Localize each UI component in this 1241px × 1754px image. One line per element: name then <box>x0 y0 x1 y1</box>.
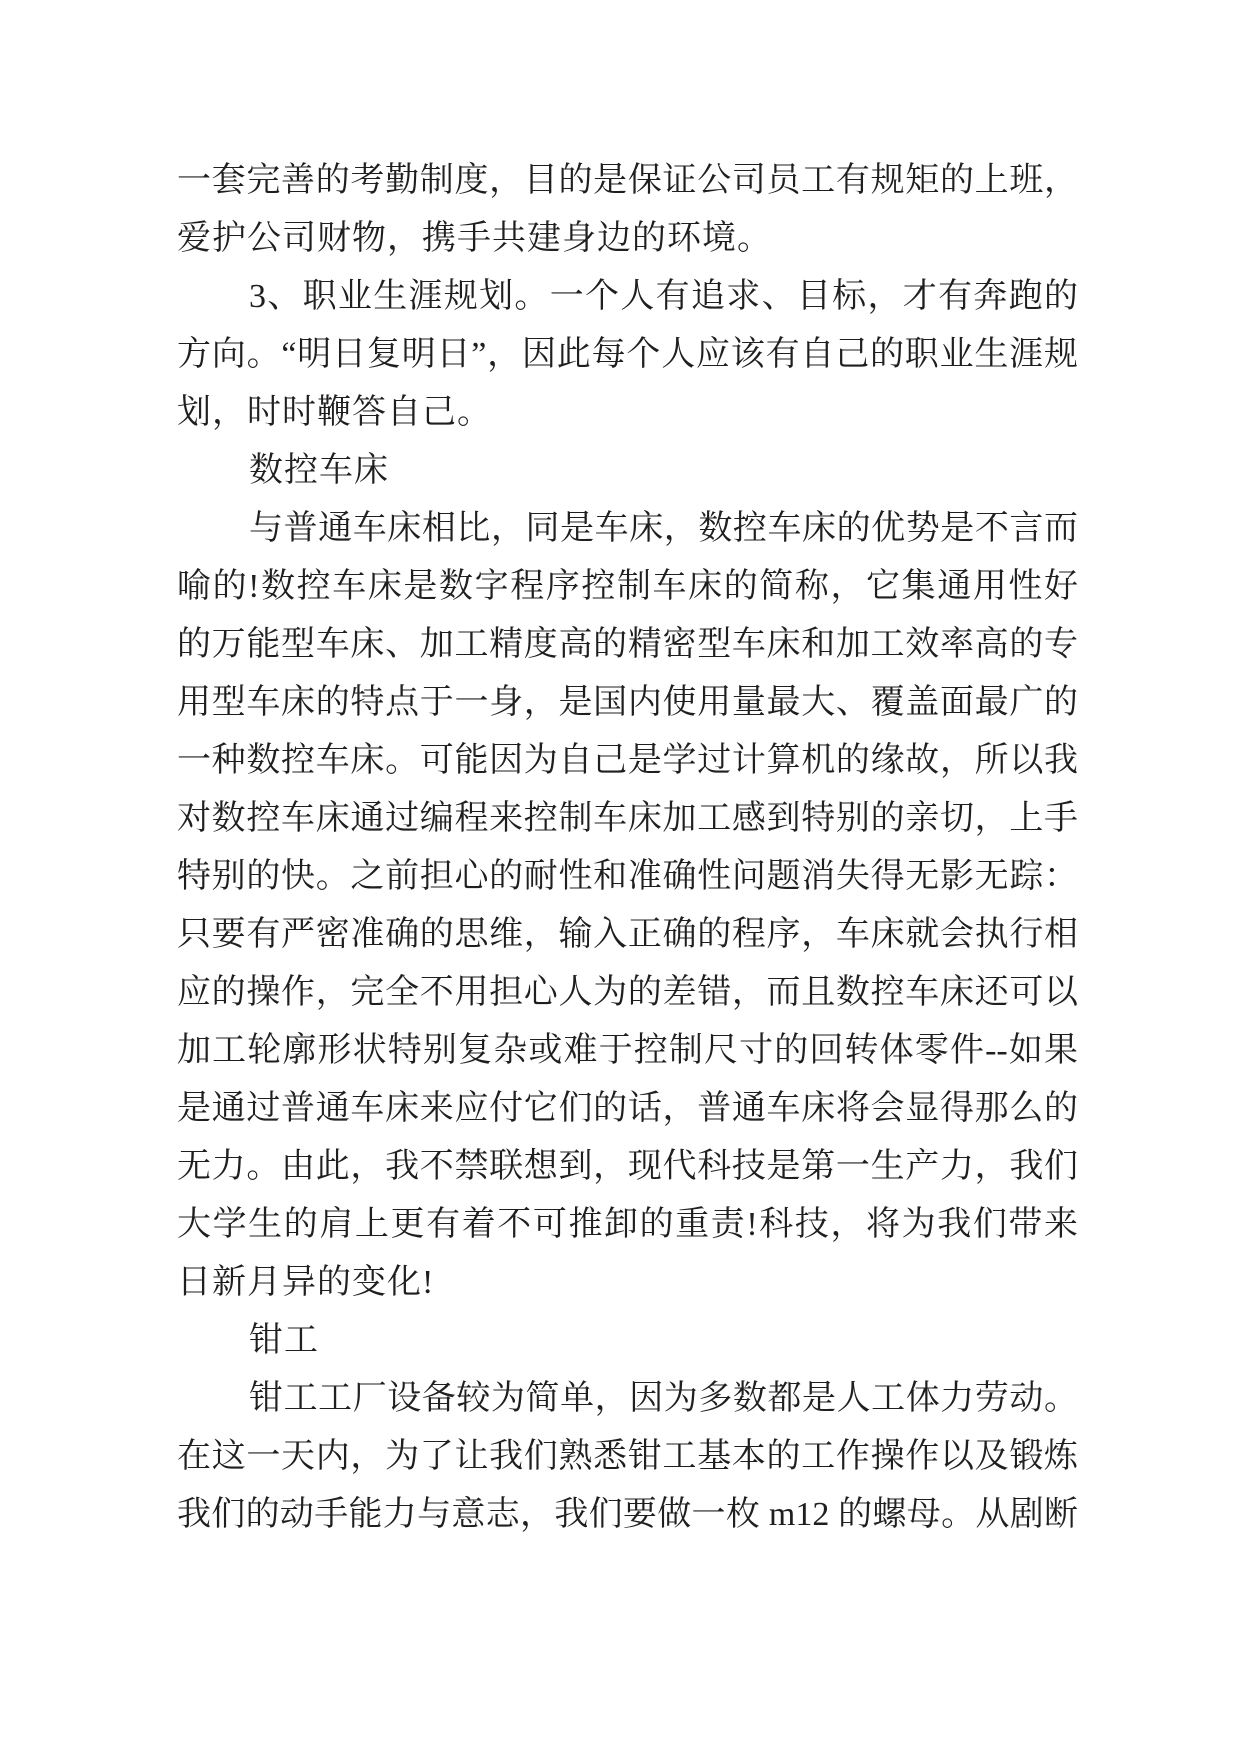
text-line: 与普通车床相比，同是车床，数控车床的优势是不言而 <box>249 510 1078 547</box>
text-line: 是通过普通车床来应付它们的话，普通车床将会显得那么的 <box>177 1090 1078 1127</box>
text-line: 加工轮廓形状特别复杂或难于控制尺寸的回转体零件--如果 <box>177 1032 1078 1069</box>
text-line: 对数控车床通过编程来控制车床加工感到特别的亲切，上手 <box>177 800 1078 837</box>
text-line: 钳工 <box>249 1322 319 1359</box>
text-line: 应的操作，完全不用担心人为的差错，而且数控车床还可以 <box>177 974 1078 1011</box>
text-line: 在这一天内，为了让我们熟悉钳工基本的工作操作以及锻炼 <box>177 1438 1078 1475</box>
text-line: 只要有严密准确的思维，输入正确的程序，车床就会执行相 <box>177 916 1078 953</box>
text-line: 用型车床的特点于一身，是国内使用量最大、覆盖面最广的 <box>177 684 1078 721</box>
text-line: 喻的!数控车床是数字程序控制车床的简称，它集通用性好 <box>177 568 1078 605</box>
text-line: 我们的动手能力与意志，我们要做一枚 m12 的螺母。从剧断 <box>177 1496 1078 1533</box>
text-line: 3、职业生涯规划。一个人有追求、目标，才有奔跑的 <box>249 278 1078 315</box>
text-line: 特别的快。之前担心的耐性和准确性问题消失得无影无踪： <box>177 858 1078 895</box>
text-line: 一种数控车床。可能因为自己是学过计算机的缘故，所以我 <box>177 742 1078 779</box>
text-line: 划，时时鞭答自己。 <box>177 394 492 431</box>
text-line: 大学生的肩上更有着不可推卸的重责!科技，将为我们带来 <box>177 1206 1078 1243</box>
text-line: 方向。“明日复明日”，因此每个人应该有自己的职业生涯规 <box>177 336 1078 373</box>
text-line: 无力。由此，我不禁联想到，现代科技是第一生产力，我们 <box>177 1148 1078 1185</box>
text-line: 钳工工厂设备较为简单，因为多数都是人工体力劳动。 <box>249 1380 1078 1417</box>
text-line: 爱护公司财物，携手共建身边的环境。 <box>177 220 772 257</box>
text-line: 的万能型车床、加工精度高的精密型车床和加工效率高的专 <box>177 626 1078 663</box>
text-line: 一套完善的考勤制度，目的是保证公司员工有规矩的上班， <box>177 162 1078 199</box>
text-line: 日新月异的变化! <box>177 1264 435 1301</box>
document-text-block <box>177 152 1078 1544</box>
text-line: 数控车床 <box>249 452 389 489</box>
